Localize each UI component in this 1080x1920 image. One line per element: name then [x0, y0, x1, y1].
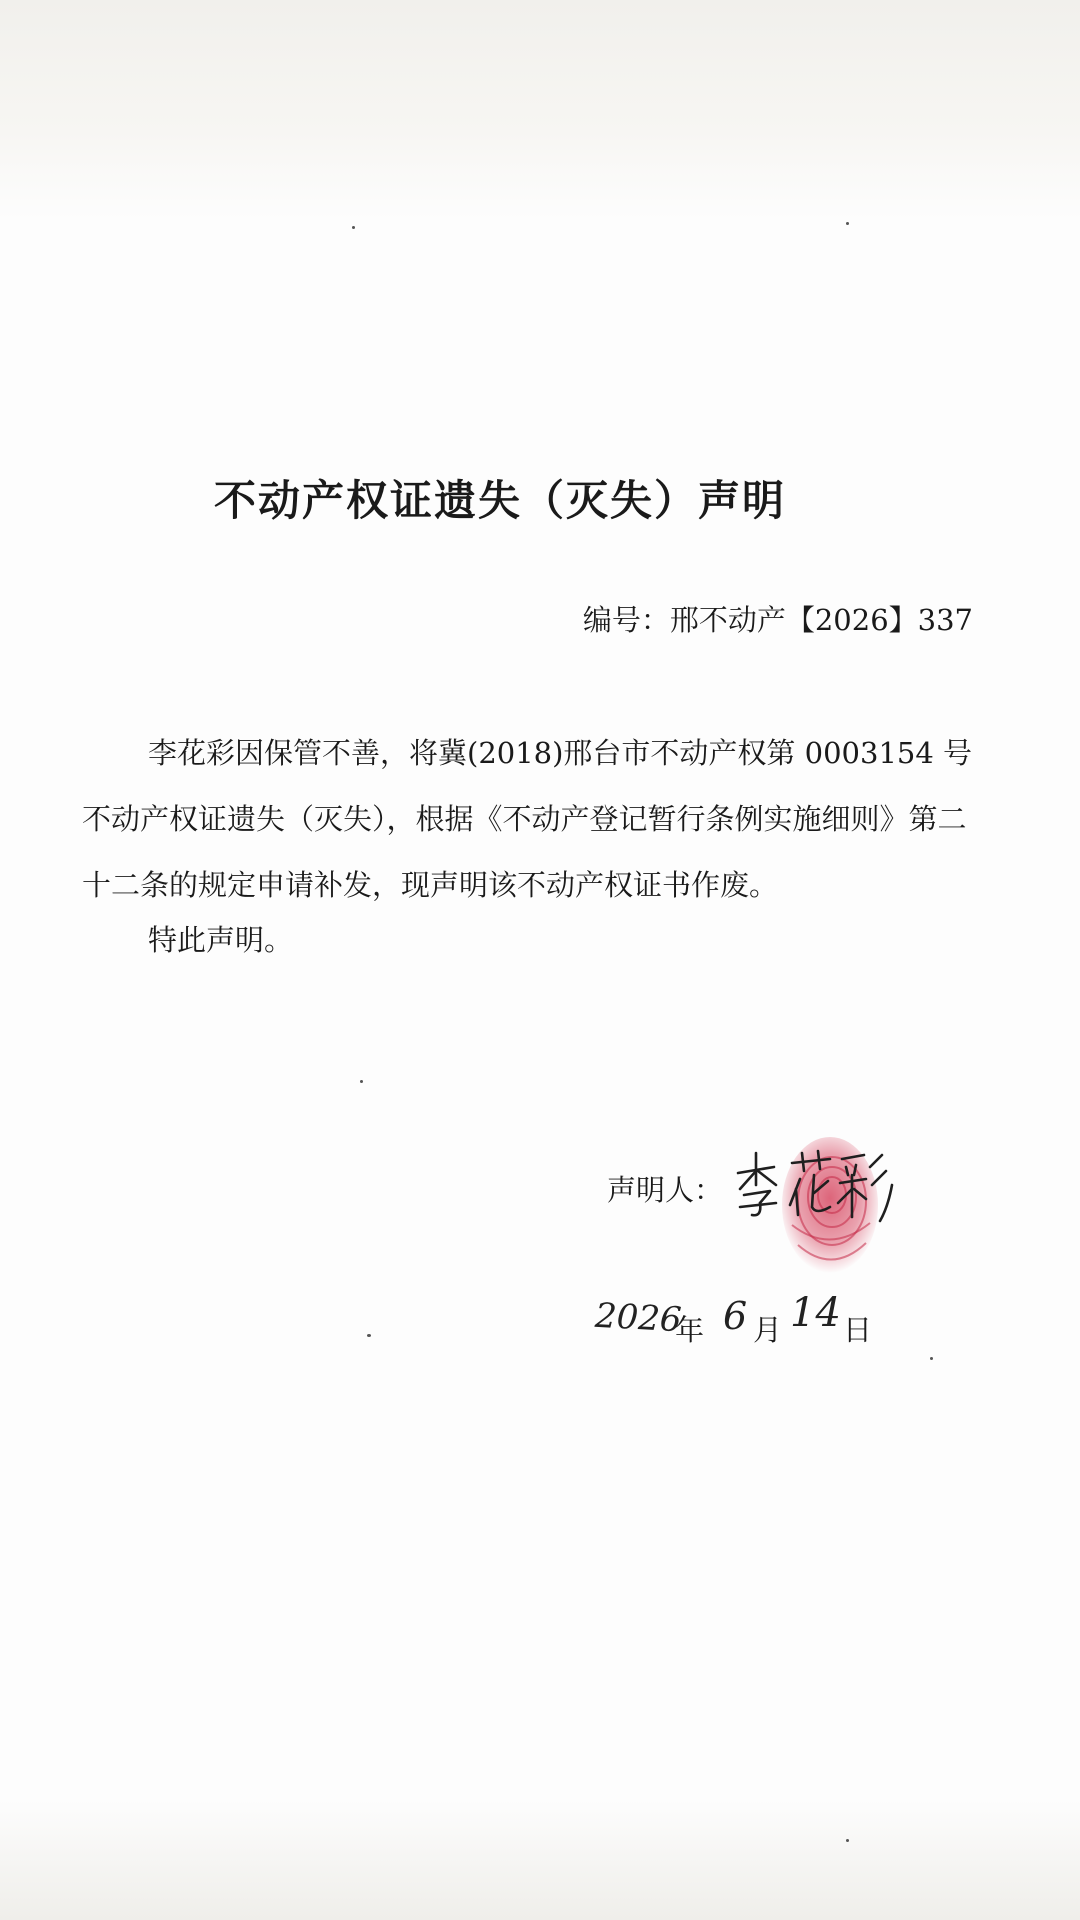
- date-day: 14: [790, 1290, 841, 1336]
- scan-speck: [360, 1080, 363, 1083]
- document-title: 不动产权证遗失（灭失）声明: [213, 476, 786, 525]
- scan-speck: [930, 1357, 933, 1360]
- scan-speck: [352, 226, 355, 229]
- document-number: 编号：邢不动产【2026】337: [582, 603, 973, 637]
- scan-speck: [846, 1839, 849, 1842]
- handwritten-signature: [730, 1145, 910, 1225]
- date-day-label: 日: [843, 1313, 873, 1347]
- date-month: 6: [723, 1294, 748, 1338]
- declaration-paragraph: 李花彩因保管不善，将冀(2018)邢台市不动产权第 0003154 号不动产权证遗失（灭失），根据《不动产登记暂行条例实施细则》第二十二条的规定申请补发，现声明该不动产权证书作废。: [82, 736, 973, 902]
- declaration-date: [595, 1288, 895, 1358]
- scan-speck: [846, 222, 849, 225]
- scan-speck: [367, 1334, 371, 1337]
- scan-shadow-top: [0, 0, 1080, 220]
- declaration-body: [82, 720, 982, 918]
- date-month-label: 月: [753, 1313, 783, 1347]
- declarant-label: 声明人：: [607, 1173, 724, 1207]
- date-year: 2026: [594, 1295, 683, 1341]
- scan-shadow-bottom: [0, 1800, 1080, 1920]
- date-year-label: 年: [675, 1313, 705, 1347]
- closing-statement: 特此声明。: [148, 923, 294, 957]
